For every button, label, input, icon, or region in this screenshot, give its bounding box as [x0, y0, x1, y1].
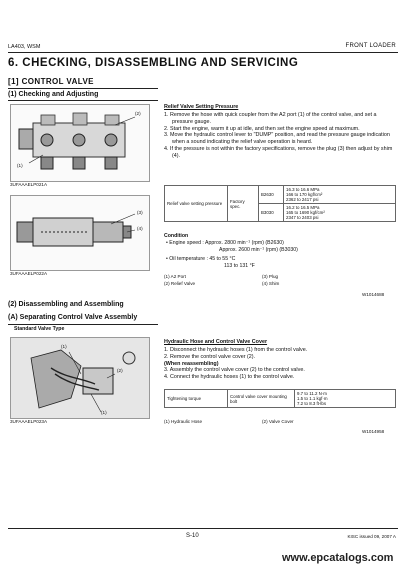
- condition-line: • Engine speed : Approx. 2800 min⁻¹ (rpm) (B2630): [166, 240, 284, 246]
- legend-item: (2) Relief Valve: [164, 281, 196, 286]
- legend-item: (1) A2 Port: [164, 274, 186, 279]
- table-spec: Factory spec.: [228, 186, 259, 222]
- valve-cover-figure: [10, 337, 150, 419]
- step-item: 3. Move the hydraulic control lever to "DUMP" position, and read the pressure gauge indication when a sound indicating the relief valve operation is heard.: [164, 132, 390, 146]
- relief-spec-table: [164, 185, 396, 222]
- manual-code: LA403, WSM: [8, 44, 41, 50]
- torque-values: [295, 390, 396, 408]
- reassembling-label: (When reassembling): [164, 360, 219, 367]
- header-divider: [8, 52, 398, 53]
- value-line: 9.7 to 11.2 N·m: [297, 391, 327, 396]
- legend-item: (2) Valve Cover: [262, 419, 294, 424]
- torque-item: Control valve cover mounting bolt: [228, 390, 295, 408]
- subsection-underline: [8, 88, 158, 89]
- value-line: 2362 to 2417 psi: [286, 197, 319, 202]
- table-values: [284, 186, 396, 204]
- model-b3030: B3030: [259, 204, 284, 222]
- legend-item: (1) Hydraulic Hose: [164, 419, 203, 424]
- legend-item: (4) Shim: [262, 281, 280, 286]
- relief-valve-figure: [10, 195, 150, 271]
- figure-code: 3UFAAAELP023A: [10, 419, 48, 424]
- figure-code: 3UFAAAELP021A: [10, 182, 48, 187]
- table-label: Relief valve setting pressure: [165, 186, 228, 222]
- standard-valve-label: Standard Valve Type: [14, 326, 65, 332]
- condition-line: 113 to 131 °F: [224, 263, 255, 269]
- step-item: 1. Disconnect the hydraulic hoses (1) from the control valve.: [164, 347, 308, 353]
- subsection-separating: (A) Separating Control Valve Assembly: [8, 314, 138, 321]
- value-line: 166 to 170 kgf/cm²: [286, 192, 323, 197]
- control-valve-figure: [10, 104, 150, 182]
- chapter-name: FRONT LOADER: [345, 43, 396, 49]
- step-item: 2. Remove the control valve cover (2).: [164, 353, 256, 360]
- callout-4: (4): [137, 226, 143, 231]
- callout-1: (1): [61, 344, 67, 349]
- legend-item: (3) Plug: [262, 274, 279, 279]
- torque-label: Tightening torque: [165, 390, 228, 408]
- subsection-disassembling: (2) Disassembling and Assembling: [8, 301, 124, 308]
- condition-line: Approx. 2600 min⁻¹ (rpm) (B3030): [219, 247, 298, 253]
- hose-heading: Hydraulic Hose and Control Valve Cover: [164, 339, 268, 345]
- reference-code: W1014958: [362, 429, 385, 434]
- step-item: 3. Assembly the control valve cover (2) to the control valve.: [164, 367, 305, 374]
- footer-divider: [8, 528, 398, 529]
- value-line: 16.3 to 16.6 MPa: [286, 187, 320, 192]
- value-line: 16.2 to 16.5 MPa: [286, 205, 320, 210]
- page-number: S-10: [186, 533, 199, 539]
- checking-underline: [8, 100, 158, 101]
- condition-line: • Oil temperature : 45 to 55 °C: [166, 256, 236, 262]
- condition-title: Condition: [164, 233, 189, 239]
- subsection-title: [1] CONTROL VALVE: [8, 77, 94, 86]
- callout-2: (2): [135, 111, 141, 116]
- valve-cover-drawing: [11, 338, 149, 418]
- step-item: 2. Start the engine, warm it up at idle, and then set the engine speed at maximum.: [164, 125, 360, 132]
- relief-steps: [164, 112, 396, 160]
- model-b2630: B2630: [259, 186, 284, 204]
- watermark-text: www.epcatalogs.com: [282, 552, 394, 564]
- relief-valve-drawing: [11, 196, 149, 270]
- relief-heading: Relief Valve Setting Pressure: [164, 104, 239, 110]
- step-item: 4. If the pressure is not within the factory specifications, remove the plug (3) then adjust by shim (4).: [164, 145, 393, 159]
- value-line: 165 to 1690 kgf/cm²: [286, 210, 325, 215]
- value-line: 2347 to 2403 psi: [286, 215, 319, 220]
- issue-date: KISC issued 09, 2007 A: [347, 534, 396, 539]
- callout-1: (1): [17, 163, 23, 168]
- section-title: 6. CHECKING, DISASSEMBLING AND SERVICING: [8, 57, 299, 69]
- reference-code: W1014688: [362, 292, 385, 297]
- control-valve-drawing: [11, 105, 149, 181]
- callout-1-lower: (1): [101, 410, 107, 415]
- value-line: 7.2 to 8.3 ft-lbs: [297, 401, 327, 406]
- table-values: [284, 204, 396, 222]
- subsection-checking: (1) Checking and Adjusting: [8, 91, 99, 98]
- figure-code: 3UFAAAELP022A: [10, 271, 48, 276]
- callout-3: (3): [137, 210, 143, 215]
- separating-underline: [8, 324, 158, 325]
- step-item: 1. Remove the hose with quick coupler from the A2 port (1) of the control valve, and set a pressure gauge.: [164, 112, 377, 125]
- torque-table: [164, 389, 396, 408]
- step-item: 4. Connect the hydraulic hoses (1) to the control valve.: [164, 374, 295, 381]
- hose-steps: [164, 347, 396, 381]
- callout-2: (2): [117, 368, 123, 373]
- value-line: 1.5 to 1.1 kgf·m: [297, 396, 328, 401]
